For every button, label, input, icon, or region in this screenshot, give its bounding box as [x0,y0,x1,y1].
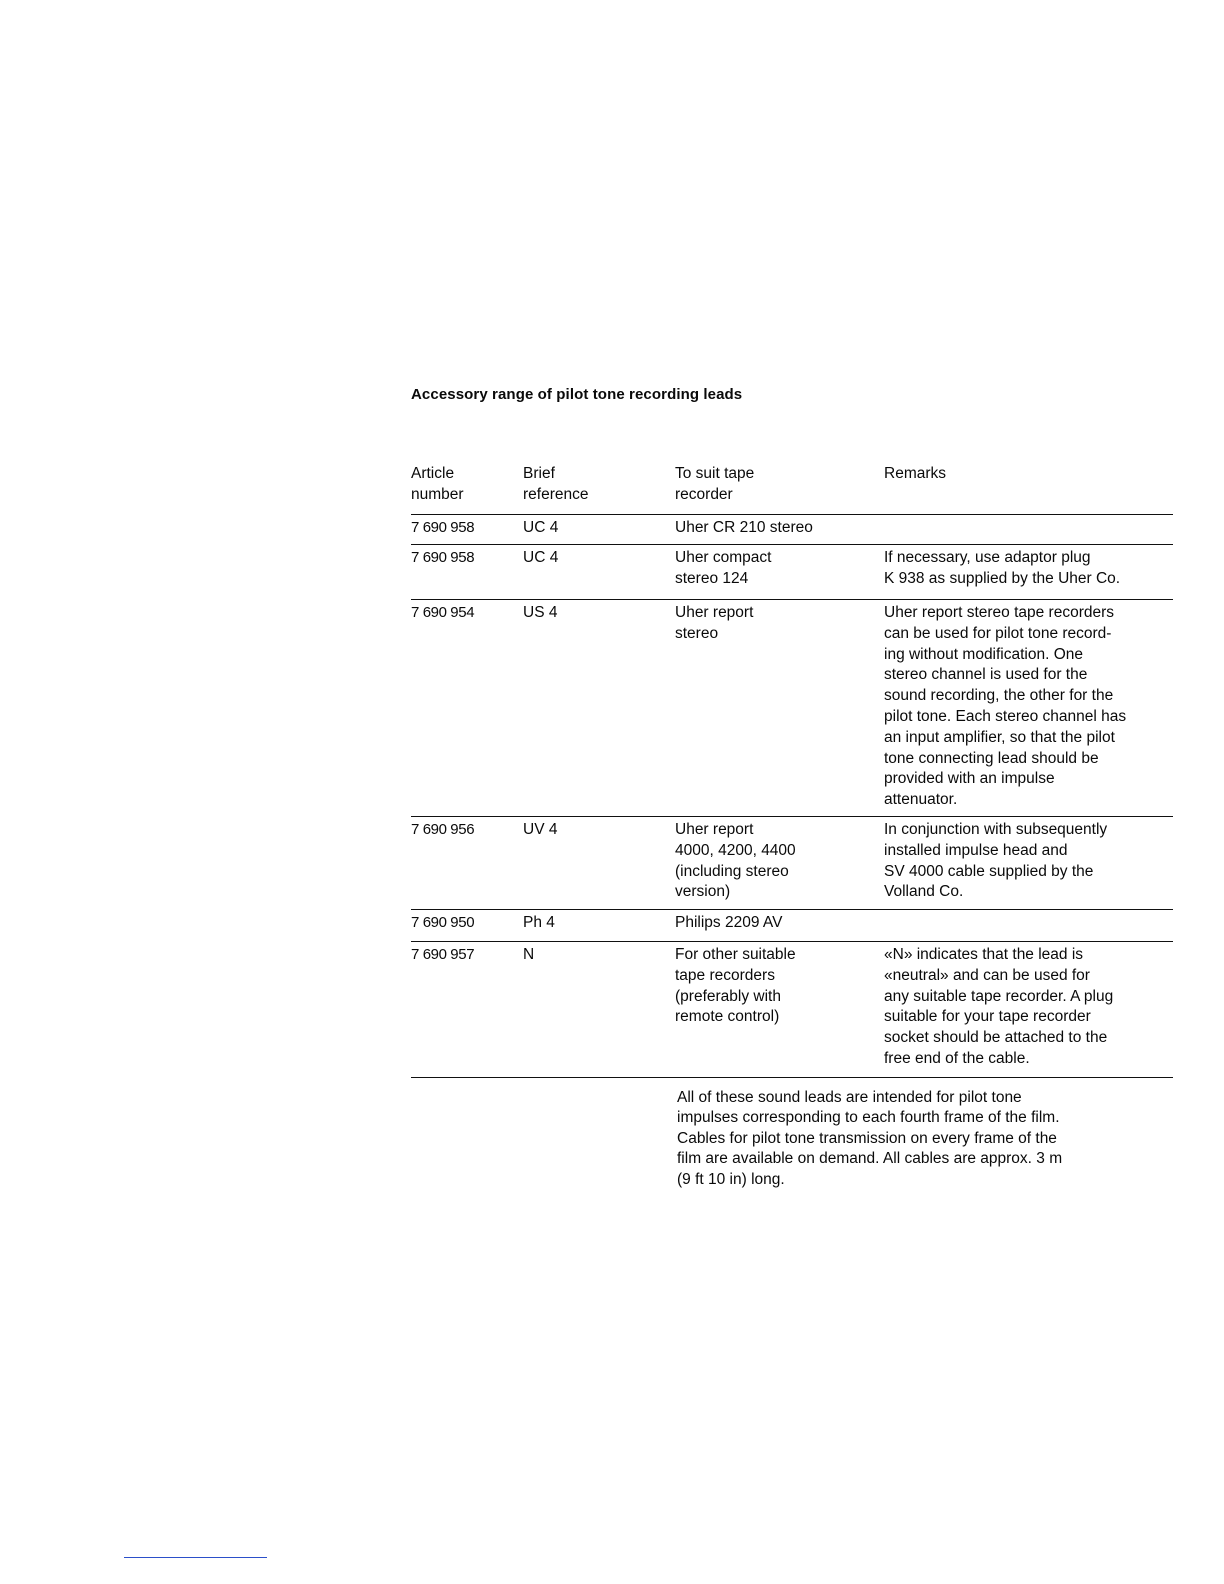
brief-reference-cell: UC 4 [523,549,559,566]
tape-recorder-cell: Uher report 4000, 4200, 4400 (including stereo version) [675,821,796,901]
header-brief-reference: Brief reference [523,465,589,503]
header-article-number: Article number [411,465,464,503]
page-title: Accessory range of pilot tone recording leads [411,386,743,403]
tape-recorder-cell: Uher report stereo [675,604,754,642]
tape-recorder-cell: Philips 2209 AV [675,914,783,931]
brief-reference-cell: Ph 4 [523,914,555,931]
article-number-cell: 7 690 958 [411,549,475,566]
header-tape-recorder: To suit tape recorder [675,465,755,503]
footnote-rule [124,1557,267,1558]
article-number-cell: 7 690 950 [411,914,475,931]
remarks-cell: In conjunction with subsequently installed impulse head and SV 4000 cable supplied by the Volland Co. [884,821,1108,901]
article-number-cell: 7 690 956 [411,821,475,838]
tape-recorder-cell: Uher CR 210 stereo [675,519,813,536]
brief-reference-cell: UC 4 [523,519,559,536]
cable-note: All of these sound leads are intended for pilot tone impulses corresponding to each fourth frame of the film. Cables for pilot tone transmission on every frame of the film are available on demand. All cables are approx. 3 m (9 ft 10 in) long. [677,1089,1063,1188]
tape-recorder-cell: For other suitable tape recorders (preferably with remote control) [675,946,796,1026]
table-header-row [411,464,1173,514]
brief-reference-cell: N [523,946,535,963]
table-row [411,545,1173,599]
article-number-cell: 7 690 954 [411,604,475,621]
brief-reference-cell: UV 4 [523,821,558,838]
remarks-cell: If necessary, use adaptor plug K 938 as supplied by the Uher Co. [884,549,1121,587]
table-row [411,515,1173,544]
remarks-cell: Uher report stereo tape recorders can be used for pilot tone record- ing without modification. One stereo channel is used for the sound recording, the other for the pilot tone. Each stereo channel has an input amplifier, so that the pilot tone connecting lead should be provided with an impulse attenuator. [884,604,1127,809]
table-row [411,942,1173,1077]
table-divider [411,1077,1173,1078]
remarks-cell: «N» indicates that the lead is «neutral» and can be used for any suitable tape recorder. A plug suitable for your tape recorder socket should be attached to the free end of the cable. [884,946,1114,1067]
tape-recorder-cell: Uher compact stereo 124 [675,549,772,587]
table-row [411,910,1173,941]
remarks-cell [884,910,1173,941]
article-number-cell: 7 690 958 [411,519,475,536]
header-remarks: Remarks [884,465,947,482]
article-number-cell: 7 690 957 [411,946,475,963]
accessory-table [411,464,1173,1078]
table-row [411,817,1173,909]
brief-reference-cell: US 4 [523,604,558,621]
remarks-cell [884,515,1173,544]
table-row [411,600,1173,816]
